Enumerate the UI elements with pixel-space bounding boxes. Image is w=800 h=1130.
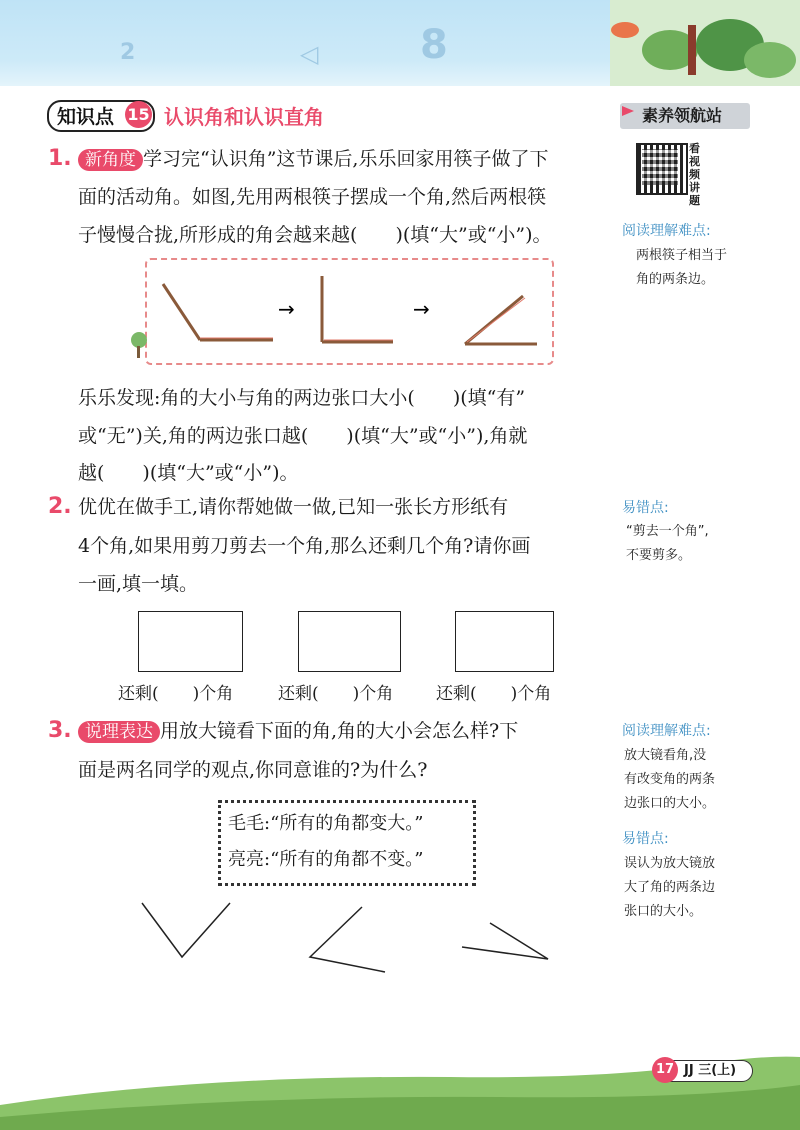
- question-1-finding-2: 或“无”)关,角的两边张口越( )(填“大”或“小”),角就: [78, 425, 528, 447]
- decor-triangle-icon: ◁: [300, 40, 319, 68]
- student-quote: 亮亮:“所有的角都不变。”: [228, 849, 424, 870]
- question-1-line-1: 新角度 学习完“认识角”这节课后,乐乐回家用筷子做了下: [78, 145, 548, 174]
- sidebar-note-line: 放大镜看角,没: [624, 748, 707, 763]
- leaf-icon: [610, 0, 800, 86]
- arrow-icon: →: [413, 297, 430, 321]
- question-tag: 新角度: [78, 149, 143, 171]
- decor-digit: 8: [420, 22, 448, 68]
- question-tag: 说理表达: [78, 721, 160, 743]
- qr-code-pattern: [642, 149, 678, 185]
- tree-icon: [131, 332, 147, 348]
- sidebar-note-heading: 易错点:: [622, 500, 669, 516]
- sidebar-note-line: 不要剪多。: [626, 548, 692, 563]
- student-quote: 毛毛:“所有的角都变大。”: [228, 813, 424, 834]
- header-plant-illustration: [610, 0, 800, 86]
- question-number: 1.: [48, 146, 72, 171]
- sidebar-note-line: 有改变角的两条: [624, 772, 716, 787]
- sidebar-note-line: 两根筷子相当于: [636, 248, 728, 263]
- sidebar-note-line: 误认为放大镜放: [624, 856, 716, 871]
- chopstick-angle-figure: [125, 258, 565, 368]
- section-number-badge: 15: [125, 101, 152, 128]
- sidebar-note-line: 大了角的两条边: [624, 880, 716, 895]
- edition-label: JJ 三(上): [655, 1060, 753, 1082]
- question-1-finding-1: 乐乐发现:角的大小与角的两边张口大小( )(填“有”: [78, 387, 526, 409]
- paper-rectangle[interactable]: [138, 611, 243, 672]
- question-2-line-2: 4个角,如果用剪刀剪去一个角,那么还剩几个角?请你画: [78, 535, 531, 557]
- section-label: 知识点: [57, 106, 115, 128]
- sidebar-note-line: 边张口的大小。: [624, 796, 716, 811]
- question-1-line-3: 子慢慢合拢,所形成的角会越来越( )(填“大”或“小”)。: [78, 224, 552, 246]
- sidebar-note-heading: 阅读理解难点:: [622, 723, 711, 739]
- angle-shape: [310, 907, 385, 972]
- arrow-icon: →: [278, 297, 295, 321]
- question-1-finding-3: 越( )(填“大”或“小”)。: [78, 462, 299, 484]
- question-3-line-2: 面是两名同学的观点,你同意谁的?为什么?: [78, 759, 428, 781]
- sidebar-note-heading: 易错点:: [622, 831, 669, 847]
- question-2-line-3: 一画,填一填。: [78, 573, 199, 595]
- angle-shape: [462, 923, 548, 959]
- page-number: 17: [652, 1057, 678, 1083]
- question-2-line-1: 优优在做手工,请你帮她做一做,已知一张长方形纸有: [78, 496, 509, 518]
- qr-label: 看视频讲题: [689, 142, 700, 207]
- answer-label: 还剩( )个角: [436, 684, 552, 704]
- paper-rectangle[interactable]: [455, 611, 554, 672]
- sidebar-note-heading: 阅读理解难点:: [622, 223, 711, 239]
- angle-figures: [130, 895, 560, 980]
- question-number: 2.: [48, 494, 72, 519]
- sidebar-note-line: “剪去一个角”,: [626, 524, 709, 539]
- question-1-line-2: 面的活动角。如图,先用两根筷子摆成一个角,然后两根筷: [78, 186, 547, 208]
- paper-rectangle[interactable]: [298, 611, 401, 672]
- answer-label: 还剩( )个角: [278, 684, 394, 704]
- answer-label: 还剩( )个角: [118, 684, 234, 704]
- sidebar-note-line: 张口的大小。: [624, 904, 703, 919]
- chopstick-line: [163, 284, 200, 340]
- sidebar-note-line: 角的两条边。: [636, 272, 715, 287]
- question-3-line-1: 说理表达 用放大镜看下面的角,角的大小会怎么样?下: [78, 717, 518, 746]
- section-title: 认识角和认识直角: [164, 105, 324, 129]
- decor-digit: 2: [120, 40, 136, 65]
- sidebar-title: 素养领航站: [620, 103, 750, 129]
- angle-shape: [142, 903, 230, 957]
- question-number: 3.: [48, 718, 72, 743]
